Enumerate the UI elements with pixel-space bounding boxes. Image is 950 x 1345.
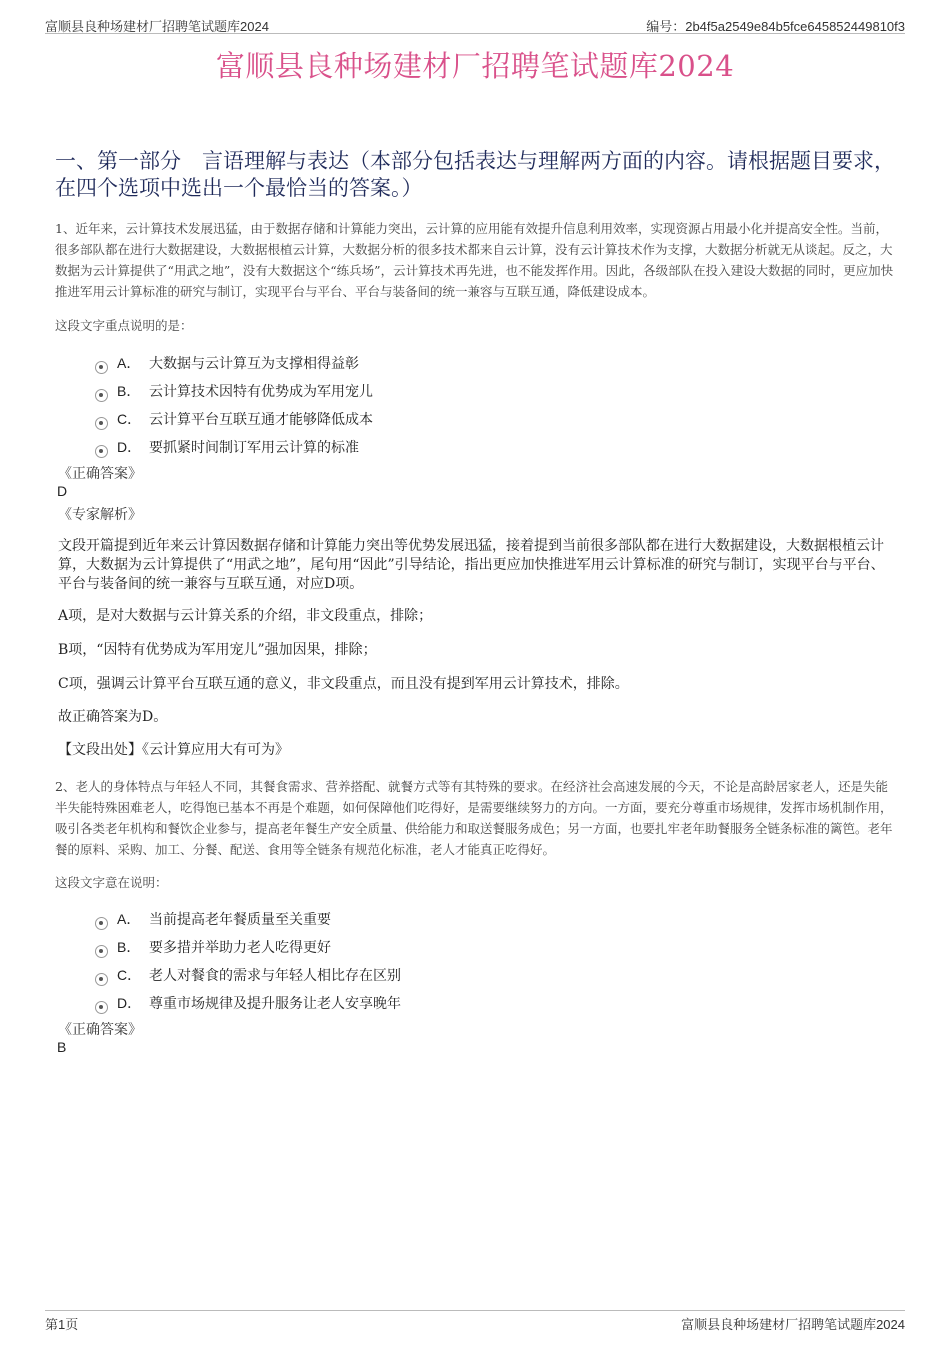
option-letter: C． [117, 967, 142, 983]
question-2-passage: 2、老人的身体特点与年轻人不同，其餐食需求、营养搭配、就餐方式等有其特殊的要求。在经济社会高速发展的今天，不论是高龄居家老人，还是失能半失能特殊困难老人，吃得饱已基本不再是个难题，如何保障他们吃得好，是需要继续努力的方向。一方面，要充分尊重市场规律，发挥市场机制作用，吸引各类老年机构和餐饮企业参与，提高老年餐生产安全质量、供给能力和取送餐服务成色；另一方面，也要扎牢老年助餐服务全链条标准的篱笆。老年餐的原料、采购、加工、分餐、配送、食用等全链条有规范化标准，老人才能真正吃得好。 [55, 779, 893, 857]
radio-icon[interactable] [95, 945, 108, 958]
question-2-option-d[interactable] [95, 989, 795, 1017]
page-footer [45, 1310, 905, 1332]
radio-icon[interactable] [95, 417, 108, 430]
question-1-analysis-label: 《专家解析》 [58, 507, 142, 523]
option-text: 要抓紧时间制订军用云计算的标准 [149, 440, 359, 456]
option-letter: C． [117, 411, 142, 427]
analysis-paragraph: 故正确答案为D。 [58, 709, 168, 725]
question-1-stem: 这段文字重点说明的是： [55, 318, 193, 333]
page-header [45, 14, 905, 34]
option-text: 大数据与云计算互为支撑相得益彰 [149, 356, 359, 372]
question-1-option-c[interactable] [95, 405, 795, 433]
question-1-options [95, 349, 795, 461]
section-heading: 一、第一部分 言语理解与表达（本部分包括表达与理解两方面的内容。请根据题目要求，在四个选项中选出一个最恰当的答案。） [55, 149, 895, 200]
question-2-option-a[interactable] [95, 905, 795, 933]
option-text: 要多措并举助力老人吃得更好 [149, 940, 331, 956]
option-letter: B． [117, 383, 141, 399]
option-text: 尊重市场规律及提升服务让老人安享晚年 [149, 996, 401, 1012]
question-2-answer-label: 《正确答案》 [58, 1022, 142, 1038]
header-doc-name: 富顺县良种场建材厂招聘笔试题库2024 [45, 19, 269, 34]
page-number: 第1页 [45, 1317, 79, 1332]
analysis-paragraph: C项，强调云计算平台互联互通的意义，非文段重点，而且没有提到军用云计算技术，排除。 [58, 676, 629, 692]
analysis-paragraph: 文段开篇提到近年来云计算因数据存储和计算能力突出等优势发展迅猛，接着提到当前很多部队都在进行大数据建设，大数据根植云计算，大数据为云计算提供了“用武之地”，尾句用“因此”引导结论，指出更应加快推进军用云计算标准的研究与制订，实现平台与平台、平台与装备间的统一兼容与互联互通，对应D项。 [58, 538, 885, 592]
option-letter: B． [117, 939, 141, 955]
question-2-answer: B [57, 1039, 67, 1055]
option-letter: A． [117, 911, 141, 927]
question-2-stem: 这段文字意在说明： [55, 875, 168, 890]
question-1-passage: 1、近年来，云计算技术发展迅猛，由于数据存储和计算能力突出，云计算的应用能有效提升信息利用效率，实现资源占用最小化并提高安全性。当前，很多部队都在进行大数据建设，大数据根植云计算，大数据分析的很多技术都来自云计算，没有云计算技术作为支撑，大数据分析就无从谈起。反之，大数据为云计算提供了“用武之地”，没有大数据这个“练兵场”，云计算技术再先进，也不能发挥作用。因此，各级部队在投入建设大数据的同时，更应加快推进军用云计算标准的研究与制订，实现平台与平台、平台与装备间的统一兼容与互联互通，降低建设成本。 [55, 221, 894, 299]
option-letter: D． [117, 995, 142, 1011]
radio-icon[interactable] [95, 389, 108, 402]
question-2-options [95, 905, 795, 1017]
footer-doc-name: 富顺县良种场建材厂招聘笔试题库2024 [681, 1317, 905, 1332]
radio-icon[interactable] [95, 973, 108, 986]
option-text: 云计算平台互联互通才能够降低成本 [149, 412, 373, 428]
document-title: 富顺县良种场建材厂招聘笔试题库2024 [215, 49, 735, 83]
analysis-paragraph: A项，是对大数据与云计算关系的介绍，非文段重点，排除； [58, 608, 433, 624]
question-1-answer: D [57, 483, 68, 499]
option-letter: A． [117, 355, 141, 371]
option-text: 当前提高老年餐质量至关重要 [149, 912, 331, 928]
option-text: 云计算技术因特有优势成为军用宠儿 [149, 384, 373, 400]
radio-icon[interactable] [95, 445, 108, 458]
analysis-source: 【文段出处】《云计算应用大有可为》 [58, 742, 289, 758]
option-text: 老人对餐食的需求与年轻人相比存在区别 [149, 968, 401, 984]
option-letter: D． [117, 439, 142, 455]
radio-icon[interactable] [95, 361, 108, 374]
question-1-option-a[interactable] [95, 349, 795, 377]
header-doc-number: 编号：2b4f5a2549e84b5fce645852449810f3 [646, 19, 905, 34]
radio-icon[interactable] [95, 1001, 108, 1014]
question-2-option-c[interactable] [95, 961, 795, 989]
question-2-option-b[interactable] [95, 933, 795, 961]
analysis-paragraph: B项，“因特有优势成为军用宠儿”强加因果，排除； [58, 642, 377, 658]
question-1-answer-label: 《正确答案》 [58, 466, 142, 482]
question-1-option-d[interactable] [95, 433, 795, 461]
radio-icon[interactable] [95, 917, 108, 930]
question-1-option-b[interactable] [95, 377, 795, 405]
